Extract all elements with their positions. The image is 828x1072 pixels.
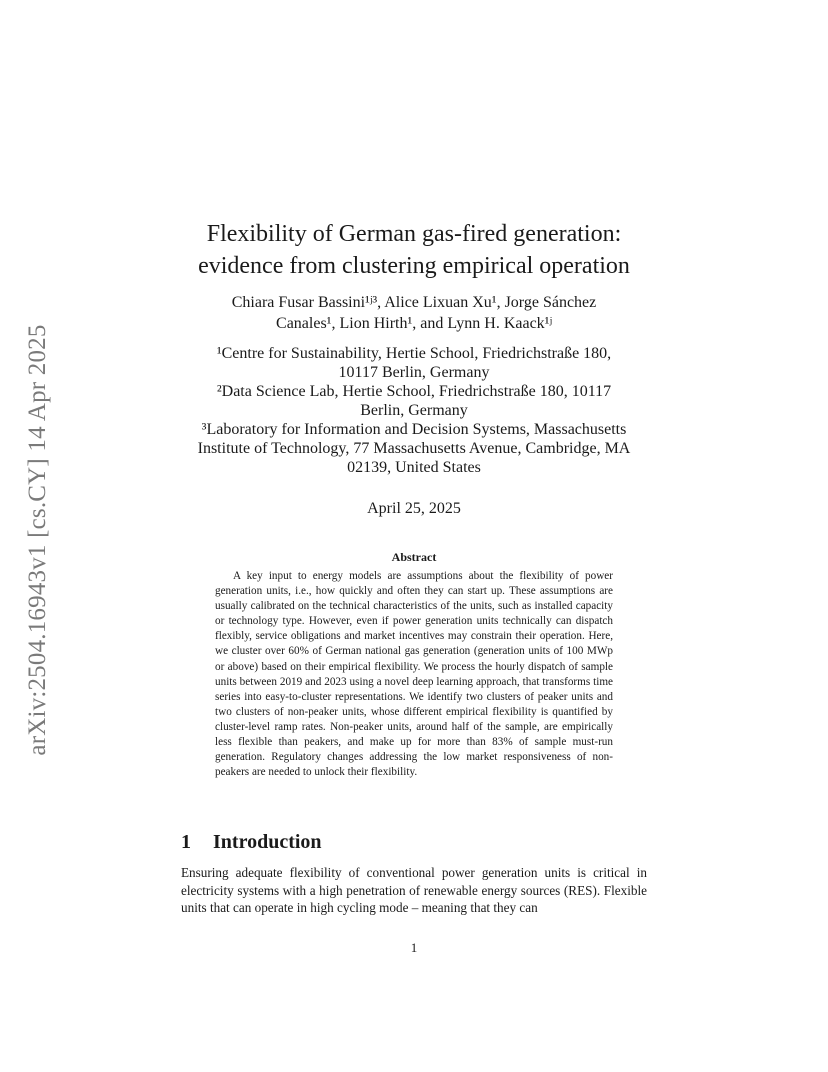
authors-line-1: Chiara Fusar Bassini¹ʲ³, Alice Lixuan Xu¹, Jorge Sánchez [231, 294, 597, 311]
page-number: 1 [410, 940, 418, 955]
affiliation-3-line-3: 02139, United States [347, 459, 481, 476]
title-line-1: Flexibility of German gas-fired generation: [206, 221, 622, 247]
affiliation-1-line-2: 10117 Berlin, Germany [338, 364, 490, 381]
abstract-heading: Abstract [391, 550, 437, 564]
author-list [175, 292, 653, 334]
section-heading [181, 831, 322, 854]
section-title: Introduction [213, 831, 322, 853]
affiliation-3-line-2: Institute of Technology, 77 Massachusetts Avenue, Cambridge, MA [197, 440, 631, 457]
abstract-text: A key input to energy models are assumptions about the flexibility of power generation units, i.e., how quickly and often they can start up. These assumptions are usually calibrated on the technical characteristics of the units, such as installed capacity or technology type. However, even if power generation units technically can dispatch flexibly, service obligations and market incentives may constrain their operation. Here, we cluster over 60% of German national gas generation (generation units of 100 MWp or above) based on their empirical flexibility. We process the hourly dispatch of sample units between 2019 and 2023 using a novel deep learning approach, that transforms time series into easy-to-cluster representations. We identify two clusters of peaker units and two clusters of non-peaker units, whose different empirical flexibility is quantified by cluster-level ramp rates. Non-peaker units, around half of the sample, are empirically less flexible than peakers, and make up for more than 83% of sample must-run generation. Regulatory changes addressing the low market responsiveness of non-peakers are needed to unlock their flexibility. [215, 570, 613, 779]
arxiv-identifier: arXiv:2504.16943v1 [cs.CY] 14 Apr 2025 [24, 324, 51, 756]
affiliation-2-line-2: Berlin, Germany [360, 402, 468, 419]
publication-date: April 25, 2025 [367, 500, 461, 517]
affiliations [175, 344, 653, 477]
affiliation-2-line-1: ²Data Science Lab, Hertie School, Friedrichstraße 180, 10117 [216, 383, 612, 400]
affiliation-3-line-1: ³Laboratory for Information and Decision Systems, Massachusetts [201, 421, 627, 438]
introduction-paragraph: Ensuring adequate flexibility of conventional power generation units is critical in electricity systems with a high penetration of renewable energy sources (RES). Flexible units that can operate in high cycling mode – meaning that they can [181, 865, 647, 916]
affiliation-1-line-1: ¹Centre for Sustainability, Hertie School, Friedrichstraße 180, [216, 345, 612, 362]
authors-line-2: Canales¹, Lion Hirth¹, and Lynn H. Kaack¹ʲ [276, 315, 552, 332]
section-number: 1 [181, 831, 191, 853]
title-line-2: evidence from clustering empirical operation [198, 253, 630, 279]
paper-title [175, 218, 653, 282]
